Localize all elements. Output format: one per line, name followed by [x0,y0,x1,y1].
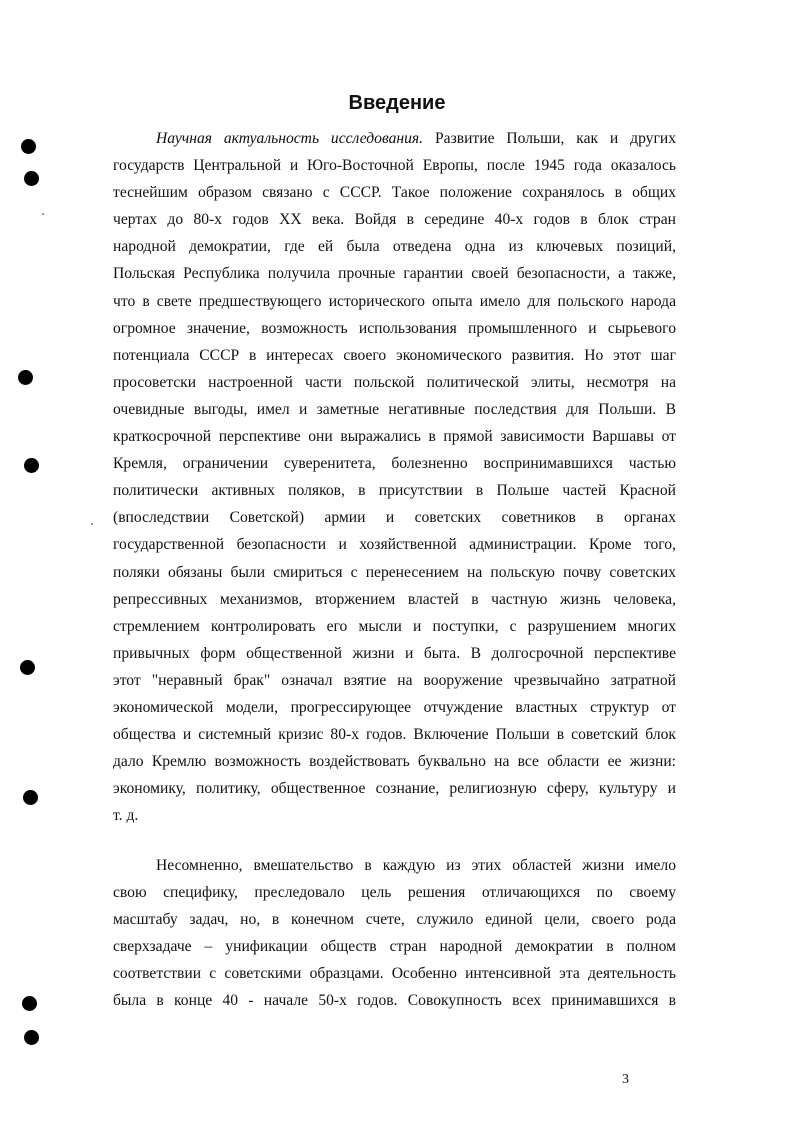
text-line: (впоследствии Советской) армии и советских советников в органах [113,509,676,527]
text-line: дало Кремлю возможность воздействовать буквально на все области ее жизни: [113,753,676,771]
italic-lead: Научная актуальность исследования. [156,130,424,147]
text-line: государств Центральной и Юго-Восточной Европы, после 1945 года оказалось [113,157,676,175]
text-line: огромное значение, возможность использования промышленного и сырьевого [113,319,676,337]
text-line: потенциала СССР в интересах своего экономического развития. Но этот шаг [113,346,676,364]
punch-hole-icon [18,370,33,385]
text-line: была в конце 40 - начале 50-х годов. Совокупность всех принимавшихся в [113,992,676,1010]
text-line: соответствии с советскими образцами. Особенно интенсивной эта деятельность [113,965,676,983]
page-title: Введение [348,92,446,114]
text-line: очевидные выгоды, имел и заметные негативные последствия для Польши. В [113,400,676,418]
text-line: привычных форм общественной жизни и быта. В долгосрочной перспективе [113,644,676,662]
text-line: репрессивных механизмов, вторжением властей в частную жизнь человека, [113,590,676,608]
text-line: что в свете предшествующего исторического опыта имело для польского народа [113,292,676,310]
text-line: политически активных поляков, в присутствии в Польше частей Красной [113,482,676,500]
text-line: Польская Республика получила прочные гарантии своей безопасности, а также, [113,265,676,283]
text-line: краткосрочной перспективе они выражались в прямой зависимости Варшавы от [113,428,676,446]
text-line: Кремля, ограничении суверенитета, болезненно воспринимавшихся частью [113,455,676,473]
text-line: государственной безопасности и хозяйственной администрации. Кроме того, [113,536,676,554]
text-line: этот "неравный брак" означал взятие на вооружение чрезвычайно затратной [113,671,676,689]
punch-hole-icon [23,790,38,805]
punch-hole-icon [24,171,39,186]
text-line: общества и системный кризис 80-х годов. Включение Польши в советский блок [113,726,676,744]
text-line: экономической модели, прогрессирующее отчуждение властных структур от [113,698,676,716]
paragraph-2 [113,852,676,1015]
punch-hole-icon [22,996,37,1011]
text-line: масштабу задач, но, в конечном счете, служило единой цели, своего рода [113,911,676,929]
punch-hole-icon [24,458,39,473]
scan-speck [91,523,93,525]
text-line: Несомненно, вмешательство в каждую из этих областей жизни имело [156,857,676,874]
scan-speck [42,213,44,215]
punch-hole-icon [24,1030,39,1045]
text-line: чертах до 80-х годов XX века. Войдя в середине 40-х годов в блок стран [113,211,676,229]
text-line: Научная актуальность исследования. Развитие Польши, как и других [156,130,676,147]
punch-hole-icon [21,139,36,154]
text-line: теснейшим образом связано с СССР. Такое положение сохранялось в общих [113,184,676,202]
text-line: сверхзадаче – унификации обществ стран народной демократии в полном [113,938,676,956]
punch-hole-icon [20,660,35,675]
text-line: т. д. [113,807,139,825]
paragraph-1 [113,125,676,829]
page-number: 3 [622,1072,629,1087]
text-line: экономику, политику, общественное сознание, религиозную сферу, культуру и [113,780,676,798]
text-line: поляки обязаны были смириться с перенесением на польскую почву советских [113,563,676,581]
text-line: просоветски настроенной части польской политической элиты, несмотря на [113,373,676,391]
text-line: свою специфику, преследовало цель решения отличающихся по своему [113,884,676,902]
text-line: стремлением контролировать его мысли и поступки, с разрушением многих [113,617,676,635]
text-line: народной демократии, где ей была отведена одна из ключевых позиций, [113,238,676,256]
